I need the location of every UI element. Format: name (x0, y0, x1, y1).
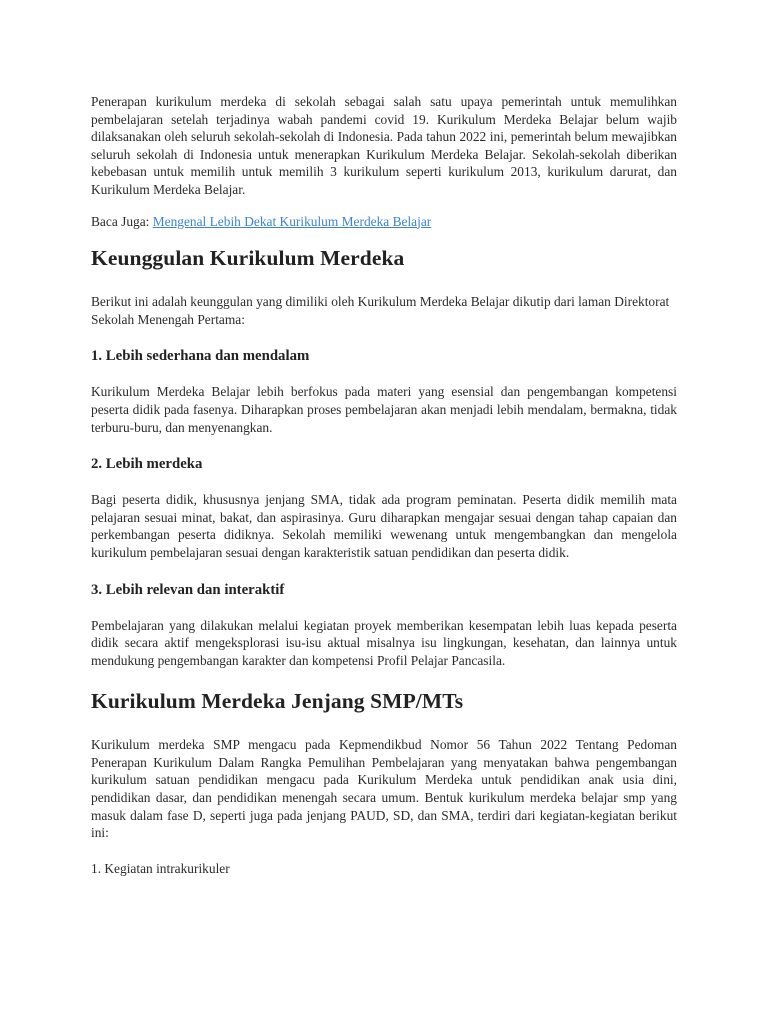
point-heading-2: 2. Lebih merdeka (91, 456, 203, 473)
point-body-1: Kurikulum Merdeka Belajar lebih berfokus pada materi yang esensial dan pengembangan kompetensi peserta didik pada fasenya. Diharapkan proses pembelajaran akan menjadi lebih mendalam, bermakna, tidak terburu-buru, dan menyenangkan. (91, 384, 677, 435)
list-item: 1. Kegiatan intrakurikuler (91, 860, 230, 876)
point-heading-3: 3. Lebih relevan dan interaktif (91, 581, 285, 598)
section-intro-paragraph: Berikut ini adalah keunggulan yang dimiliki oleh Kurikulum Merdeka Belajar dikutip dari laman Direktorat Sekolah Menengah Pertama: (91, 294, 670, 327)
intro-paragraph: Penerapan kurikulum merdeka di sekolah sebagai salah satu upaya pemerintah untuk memulihkan pembelajaran setelah terjadinya wabah pandemi covid 19. Kurikulum Merdeka Belajar belum wajib dilaksanakan oleh seluruh sekolah-sekolah di Indonesia. Pada tahun 2022 ini, pemerintah belum mewajibkan seluruh sekolah di Indonesia untuk menerapkan Kurikulum Merdeka Belajar. Sekolah-sekolah diberikan kebebasan untuk memilih untuk memilih 3 kurikulum seperti kurikulum 2013, kurikulum darurat, dan Kurikulum Merdeka Belajar. (91, 94, 677, 197)
baca-juga-link[interactable]: Mengenal Lebih Dekat Kurikulum Merdeka Belajar (152, 213, 432, 229)
smp-paragraph: Kurikulum merdeka SMP mengacu pada Kepmendikbud Nomor 56 Tahun 2022 Tentang Pedoman Penerapan Kurikulum Dalam Rangka Pemulihan Pembelajaran yang menyatakan bahwa pengembangan kurikulum satuan pendidikan mengacu pada Kurikulum Merdeka untuk pendidikan anak usia dini, pendidikan dasar, dan pendidikan menengah secara umum. Bentuk kurikulum merdeka belajar smp yang masuk dalam fase D, seperti juga pada jenjang PAUD, SD, dan SMA, terdiri dari kegiatan-kegiatan berikut ini: (91, 737, 677, 841)
baca-juga-label: Baca Juga: (91, 213, 153, 229)
point-body-3: Pembelajaran yang dilakukan melalui kegiatan proyek memberikan kesempatan lebih luas kepada peserta didik secara aktif mengeksplorasi isu-isu aktual misalnya isu lingkungan, kesehatan, dan lainnya untuk mendukung pengembangan karakter dan kompetensi Profil Pelajar Pancasila. (91, 617, 677, 668)
section-heading-keunggulan: Keunggulan Kurikulum Merdeka (91, 246, 405, 271)
baca-juga-line (91, 213, 677, 231)
section-heading-smp: Kurikulum Merdeka Jenjang SMP/MTs (91, 689, 464, 714)
point-heading-1: 1. Lebih sederhana dan mendalam (91, 348, 310, 365)
point-body-2: Bagi peserta didik, khususnya jenjang SMA, tidak ada program peminatan. Peserta didik memilih mata pelajaran sesuai minat, bakat, dan aspirasinya. Guru diharapkan mengajar sesuai dengan tahap capaian dan perkembangan peserta didiknya. Sekolah memiliki wewenang untuk mengembangkan dan mengelola kurikulum pembelajaran sesuai dengan karakteristik satuan pendidikan dan peserta didik. (91, 492, 677, 560)
